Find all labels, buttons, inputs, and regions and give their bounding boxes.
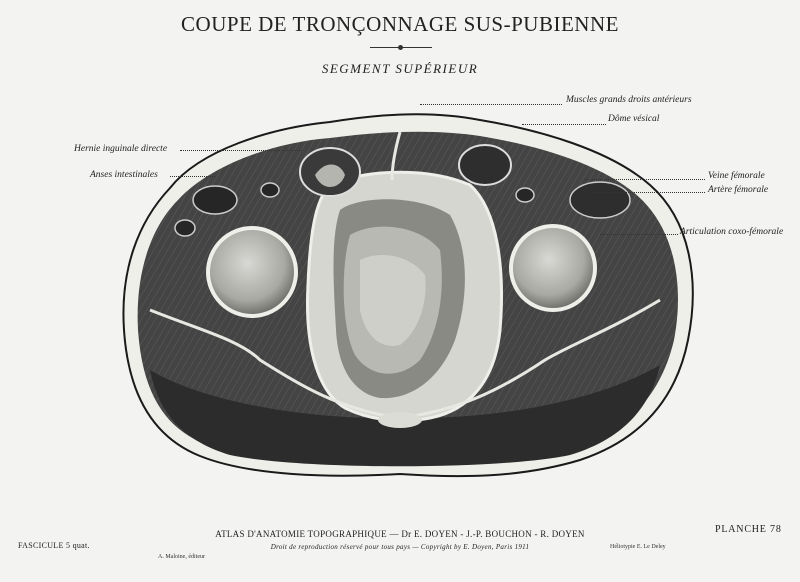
- label-artere-femorale: Artère fémorale: [708, 185, 769, 195]
- label-articulation-coxo-femorale: Articulation coxo-fémorale: [680, 227, 784, 237]
- atlas-credit: [200, 529, 600, 551]
- rights-line: Droit de reproduction réservé pour tous pays — Copyright by E. Doyen, Paris 1911: [270, 543, 530, 551]
- label-veine-femorale: Veine fémorale: [708, 171, 765, 181]
- label-hernie-inguinale: Hernie inguinale directe: [74, 144, 168, 154]
- imprint-note: Héliotypie E. Le Deley: [610, 544, 666, 550]
- right-femoral-head: [511, 226, 595, 310]
- label-dome-vesical: Dôme vésical: [608, 114, 660, 124]
- leader-hernie: [180, 150, 302, 151]
- planche-number: PLANCHE 78: [715, 524, 782, 535]
- label-anses-intestinales: Anses intestinales: [90, 170, 158, 180]
- atlas-line: ATLAS D'ANATOMIE TOPOGRAPHIQUE — Dr E. DOYEN - J.-P. BOUCHON - R. DOYEN: [215, 529, 585, 539]
- fascicule-note: FASCICULE 5 quat.: [18, 541, 90, 550]
- label-muscles-grands-droits: Muscles grands droits antérieurs: [566, 95, 692, 105]
- leader-anses: [170, 176, 215, 177]
- editor-note: A. Maloine, éditeur: [158, 554, 205, 560]
- left-femoral-head: [208, 228, 296, 316]
- plate-title: COUPE DE TRONÇONNAGE SUS-PUBIENNE: [181, 12, 619, 36]
- leader-dome-vesical: [522, 124, 606, 125]
- plate-subtitle: SEGMENT SUPÉRIEUR: [321, 61, 479, 76]
- leader-muscles-grands-droits: [420, 104, 562, 105]
- leader-veine-femorale: [585, 179, 705, 180]
- leader-articulation: [600, 234, 678, 235]
- leader-artere-femorale: [590, 192, 705, 193]
